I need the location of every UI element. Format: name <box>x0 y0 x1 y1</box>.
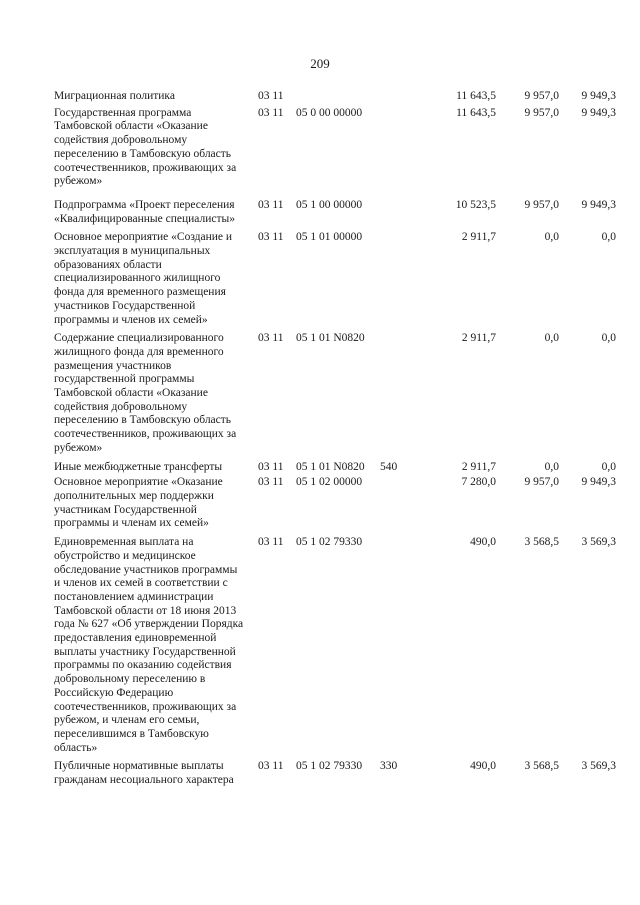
row-name: Основное мероприятие «Оказание дополнительных мер поддержки участникам Государственной программы и членам их семей» <box>54 476 223 530</box>
row-amount-year-1: 11 643,5 <box>456 90 496 102</box>
row-amount-year-3: 9 949,3 <box>581 90 616 102</box>
row-target-code: 05 1 00 00000 <box>296 198 363 211</box>
row-amount-year-2: 3 568,5 <box>524 760 559 773</box>
budget-table <box>54 90 616 788</box>
table-row <box>54 332 616 455</box>
row-amount-year-2: 9 957,0 <box>524 476 559 489</box>
table-row <box>54 231 616 327</box>
row-name: Содержание специализированного жилищного фонда для временного размещения участников государственной программы Тамбовской области «Оказание содействия добровольному переселению в Тамбовскую область соотечественников, проживающих за рубежом» <box>54 332 237 454</box>
row-amount-year-3: 0,0 <box>601 460 616 473</box>
row-amount-year-1: 490,0 <box>470 536 496 549</box>
row-amount-year-1: 7 280,0 <box>461 476 496 489</box>
table-row <box>54 461 616 475</box>
row-section-code: 03 11 <box>258 332 284 345</box>
row-target-code: 05 1 02 79330 <box>296 536 363 549</box>
row-amount-year-2: 9 957,0 <box>524 90 559 102</box>
row-amount-year-1: 11 643,5 <box>456 106 496 119</box>
row-target-code: 05 1 01 N0820 <box>296 460 365 473</box>
row-section-code: 03 11 <box>258 90 284 102</box>
table-row <box>54 90 616 104</box>
row-name: Основное мероприятие «Создание и эксплуатация в муниципальных образованиях области специализированного жилищного фонда для временного размещения участников Государственной программы и членов их семей» <box>54 231 233 326</box>
row-expense-kind: 330 <box>380 760 398 773</box>
row-section-code: 03 11 <box>258 536 284 549</box>
page-number: 209 <box>310 56 330 71</box>
row-amount-year-3: 3 569,3 <box>581 760 616 773</box>
row-target-code: 05 1 02 00000 <box>296 476 363 489</box>
table-row <box>54 199 616 226</box>
row-section-code: 03 11 <box>258 198 284 211</box>
row-target-code: 05 1 01 00000 <box>296 231 363 244</box>
row-name: Миграционная политика <box>54 90 175 102</box>
row-amount-year-3: 9 949,3 <box>581 106 616 119</box>
row-amount-year-3: 0,0 <box>601 332 616 345</box>
row-amount-year-3: 9 949,3 <box>581 198 616 211</box>
table-row <box>54 107 616 189</box>
row-section-code: 03 11 <box>258 231 284 244</box>
row-name: Подпрограмма «Проект переселения «Квалифицированные специалисты» <box>54 198 235 225</box>
row-amount-year-2: 0,0 <box>544 460 559 473</box>
table-row <box>54 536 616 755</box>
row-target-code: 05 1 02 79330 <box>296 760 363 773</box>
row-amount-year-2: 0,0 <box>544 332 559 345</box>
row-name: Иные межбюджетные трансферты <box>54 460 223 473</box>
row-target-code: 05 0 00 00000 <box>296 106 363 119</box>
row-section-code: 03 11 <box>258 106 284 119</box>
row-name: Публичные нормативные выплаты гражданам несоциального характера <box>54 760 234 787</box>
row-name: Единовременная выплата на обустройство и медицинское обследование участников программы и членов их семей в соответствии с постановлением администрации Тамбовской области от 18 июня 2013 года № 627 «Об утверждении Порядка предоставления единовременной выплаты участнику Государственной программы по оказанию содействия добровольному переселению в Российскую Федерацию соотечественников, проживающих за рубежом, и членам его семьи, переселившимся в Тамбовскую область» <box>54 536 244 754</box>
row-amount-year-2: 0,0 <box>544 231 559 244</box>
row-amount-year-2: 9 957,0 <box>524 198 559 211</box>
row-amount-year-3: 9 949,3 <box>581 476 616 489</box>
row-name: Государственная программа Тамбовской области «Оказание содействия добровольному переселению в Тамбовскую область соотечественников, проживающих за рубежом» <box>54 106 237 188</box>
row-amount-year-2: 9 957,0 <box>524 106 559 119</box>
row-amount-year-3: 0,0 <box>601 231 616 244</box>
row-amount-year-3: 3 569,3 <box>581 536 616 549</box>
row-amount-year-1: 2 911,7 <box>461 460 496 473</box>
row-amount-year-2: 3 568,5 <box>524 536 559 549</box>
table-row <box>54 476 616 531</box>
row-section-code: 03 11 <box>258 476 284 489</box>
row-amount-year-1: 2 911,7 <box>461 231 496 244</box>
row-expense-kind: 540 <box>380 460 398 473</box>
table-row <box>54 760 616 787</box>
row-amount-year-1: 10 523,5 <box>455 198 496 211</box>
row-section-code: 03 11 <box>258 760 284 773</box>
row-amount-year-1: 2 911,7 <box>461 332 496 345</box>
row-section-code: 03 11 <box>258 460 284 473</box>
row-target-code: 05 1 01 N0820 <box>296 332 365 345</box>
row-amount-year-1: 490,0 <box>470 760 496 773</box>
